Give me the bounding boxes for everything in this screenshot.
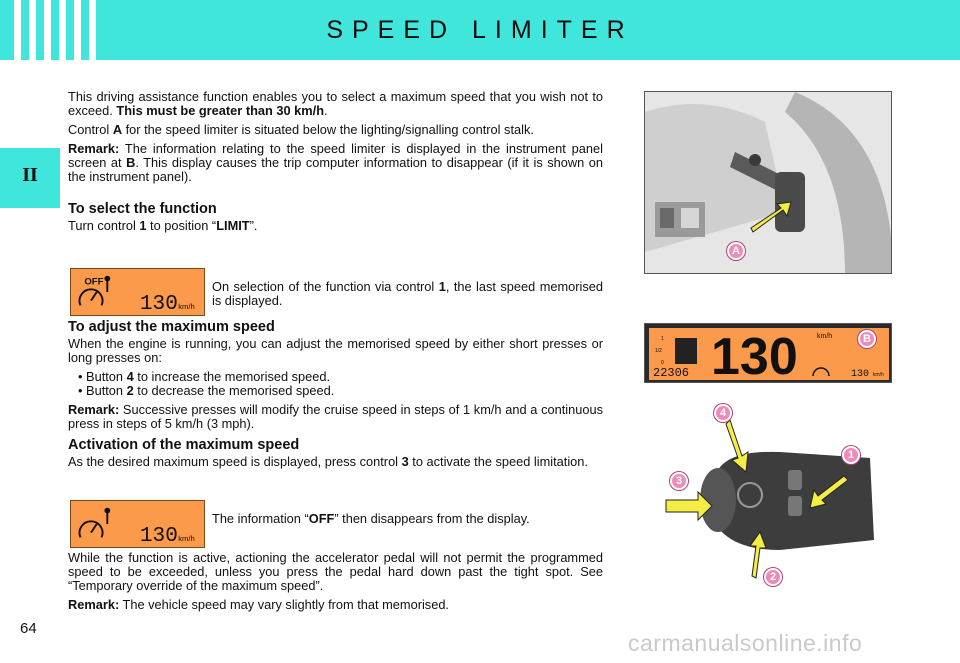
panel-speed: 130 [711, 328, 798, 383]
instrument-panel [644, 323, 892, 383]
intro-remark: Remark: The information relating to the speed limiter is displayed in the instrument panel screen at B. This display causes the trip computer information to disappear (if it is shown on the instrument panel). [68, 141, 603, 184]
panel-fuel-empty: 0 [661, 360, 664, 366]
closing-text: While the function is active, actioning the accelerator pedal will not permit the programmed speed to be exceeded, unless you press the pedal hard down past the tight spot. See “Temporary override of the maximum speed”. [68, 550, 603, 593]
display1-caption: On selection of the function via control 1, the last speed memorised is displayed. [212, 279, 603, 308]
select-section [68, 202, 603, 238]
activation-text: As the desired maximum speed is displayed, press control 3 to activate the speed limitation. [68, 454, 588, 469]
control-stalk-graphic [660, 400, 892, 590]
page-title: SPEED LIMITER [326, 16, 634, 44]
callout-4: 4 [714, 404, 732, 422]
header-band [0, 0, 960, 60]
speedometer-icon [80, 521, 103, 537]
speedometer-icon [80, 289, 103, 305]
dashboard-illustration [645, 92, 892, 274]
limiter-display-graphic [71, 269, 204, 315]
adjust-remark: Remark: Successive presses will modify the cruise speed in steps of 1 km/h and a continuous press in steps of 5 km/h (3 mph). [68, 402, 603, 431]
display-speed: 130 [139, 524, 178, 547]
watermark: carmanualsonline.info [628, 630, 863, 656]
closing-remark: Remark: The vehicle speed may vary slightly from that memorised. [68, 597, 449, 612]
list-item: • Button 2 to decrease the memorised speed. [78, 384, 603, 398]
display-unit: km/h [178, 302, 195, 312]
activation-section [68, 438, 603, 474]
display-unit: km/h [178, 534, 195, 544]
select-heading: To select the function [68, 201, 217, 217]
section-tab [0, 148, 60, 208]
adjust-list [68, 370, 603, 398]
intro-paragraph-2: Control A for the speed limiter is situated below the lighting/signalling control stalk. [68, 122, 534, 137]
adjust-intro: When the engine is running, you can adjust the memorised speed by either short presses or long presses on: [68, 336, 603, 365]
callout-2: 2 [764, 568, 782, 586]
panel-small-unit: km/h [873, 372, 884, 378]
intro-paragraph-1: This driving assistance function enables you to select a maximum speed that you wish not to exceed. This must be greater than 30 km/h. [68, 89, 603, 118]
select-text: Turn control 1 to position “LIMIT”. [68, 218, 258, 233]
closing-section [68, 551, 603, 617]
panel-fuel-full: 1 [661, 336, 664, 342]
activation-heading: Activation of the maximum speed [68, 437, 300, 453]
section-tab-label: II [22, 164, 38, 186]
panel-odometer: 22306 [653, 366, 690, 380]
display-off-text: OFF [84, 276, 104, 288]
instrument-panel-graphic [645, 324, 892, 383]
limit-indicator-icon [104, 276, 110, 282]
callout-1: 1 [842, 446, 860, 464]
intro-block [68, 90, 603, 189]
callout-a: A [727, 242, 745, 260]
callout-b: B [858, 330, 876, 348]
display-speed: 130 [139, 292, 178, 315]
limit-indicator-icon [104, 508, 110, 514]
dashboard-photo [644, 91, 892, 274]
list-item: • Button 4 to increase the memorised speed. [78, 370, 603, 384]
display2-caption: The information “OFF” then disappears from the display. [212, 511, 530, 526]
adjust-section [68, 320, 603, 436]
panel-small-speed: 130 [851, 369, 870, 380]
callout-3: 3 [670, 472, 688, 490]
limiter-display-off [70, 268, 205, 316]
panel-unit: km/h [817, 333, 833, 340]
adjust-heading: To adjust the maximum speed [68, 319, 275, 335]
control-stalk-figure [660, 400, 892, 590]
fuel-gauge-icon [675, 338, 697, 364]
limiter-display-active-graphic [71, 501, 204, 547]
limiter-display-active [70, 500, 205, 548]
panel-fuel-half: 1/2 [655, 348, 662, 354]
page-number: 64 [20, 620, 37, 637]
